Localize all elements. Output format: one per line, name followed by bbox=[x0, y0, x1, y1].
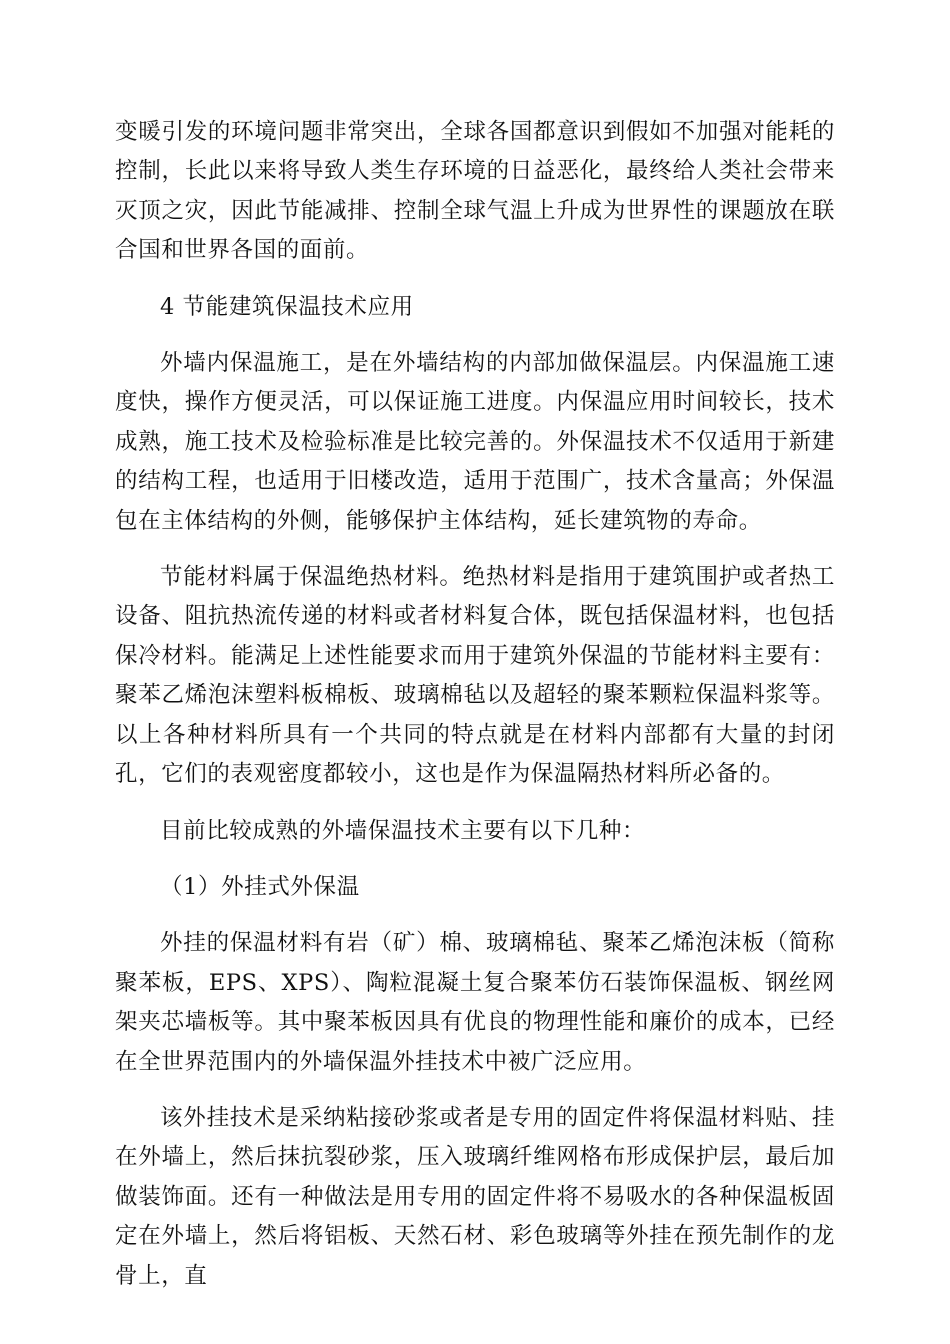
paragraph-hanging-method: 该外挂技术是采纳粘接砂浆或者是专用的固定件将保温材料贴、挂在外墙上，然后抹抗裂砂浆，压入玻璃纤维网格布形成保护层，最后加做装饰面。还有一种做法是用专用的固定件将不易吸水的各种保温板固定在外墙上，然后将铝板、天然石材、彩色玻璃等外挂在预先制作的龙骨上，直 bbox=[115, 1104, 835, 1289]
paragraph-internal-insulation: 外墙内保温施工，是在外墙结构的内部加做保温层。内保温施工速度快，操作方便灵活，可以保证施工进度。内保温应用时间较长，技术成熟，施工技术及检验标准是比较完善的。外保温技术不仅适用于新建的结构工程，也适用于旧楼改造，适用于范围广，技术含量高；外保温包在主体结构的外侧，能够保护主体结构，延长建筑物的寿命。 bbox=[115, 350, 835, 534]
paragraph-hanging-materials: 外挂的保温材料有岩（矿）棉、玻璃棉毡、聚苯乙烯泡沫板（简称聚苯板，EPS、XPS）、陶粒混凝土复合聚苯仿石装饰保温板、钢丝网架夹芯墙板等。其中聚苯板因具有优良的物理性能和廉价的成本，已经在全世界范围内的外墙保温外挂技术中被广泛应用。 bbox=[115, 930, 835, 1075]
document-body bbox=[115, 113, 835, 1313]
paragraph-intro-continuation: 变暖引发的环境问题非常突出，全球各国都意识到假如不加强对能耗的控制，长此以来将导致人类生存环境的日益恶化，最终给人类社会带来灭顶之灾，因此节能减排、控制全球气温上升成为世界性的课题放在联合国和世界各国的面前。 bbox=[115, 119, 835, 264]
section-heading-4: 4 节能建筑保温技术应用 bbox=[160, 293, 414, 320]
paragraph-mature-techniques: 目前比较成熟的外墙保温技术主要有以下几种： bbox=[160, 817, 646, 844]
paragraph-energy-materials: 节能材料属于保温绝热材料。绝热材料是指用于建筑围护或者热工设备、阻抗热流传递的材料或者材料复合体，既包括保温材料，也包括保冷材料。能满足上述性能要求而用于建筑外保温的节能材料主要有：聚苯乙烯泡沫塑料板棉板、玻璃棉毡以及超轻的聚苯颗粒保温料浆等。以上各种材料所具有一个共同的特点就是在材料内部都有大量的封闭孔，它们的表观密度都较小，这也是作为保温隔热材料所必备的。 bbox=[115, 564, 835, 788]
subheading-external-hanging: （1）外挂式外保温 bbox=[160, 873, 360, 900]
